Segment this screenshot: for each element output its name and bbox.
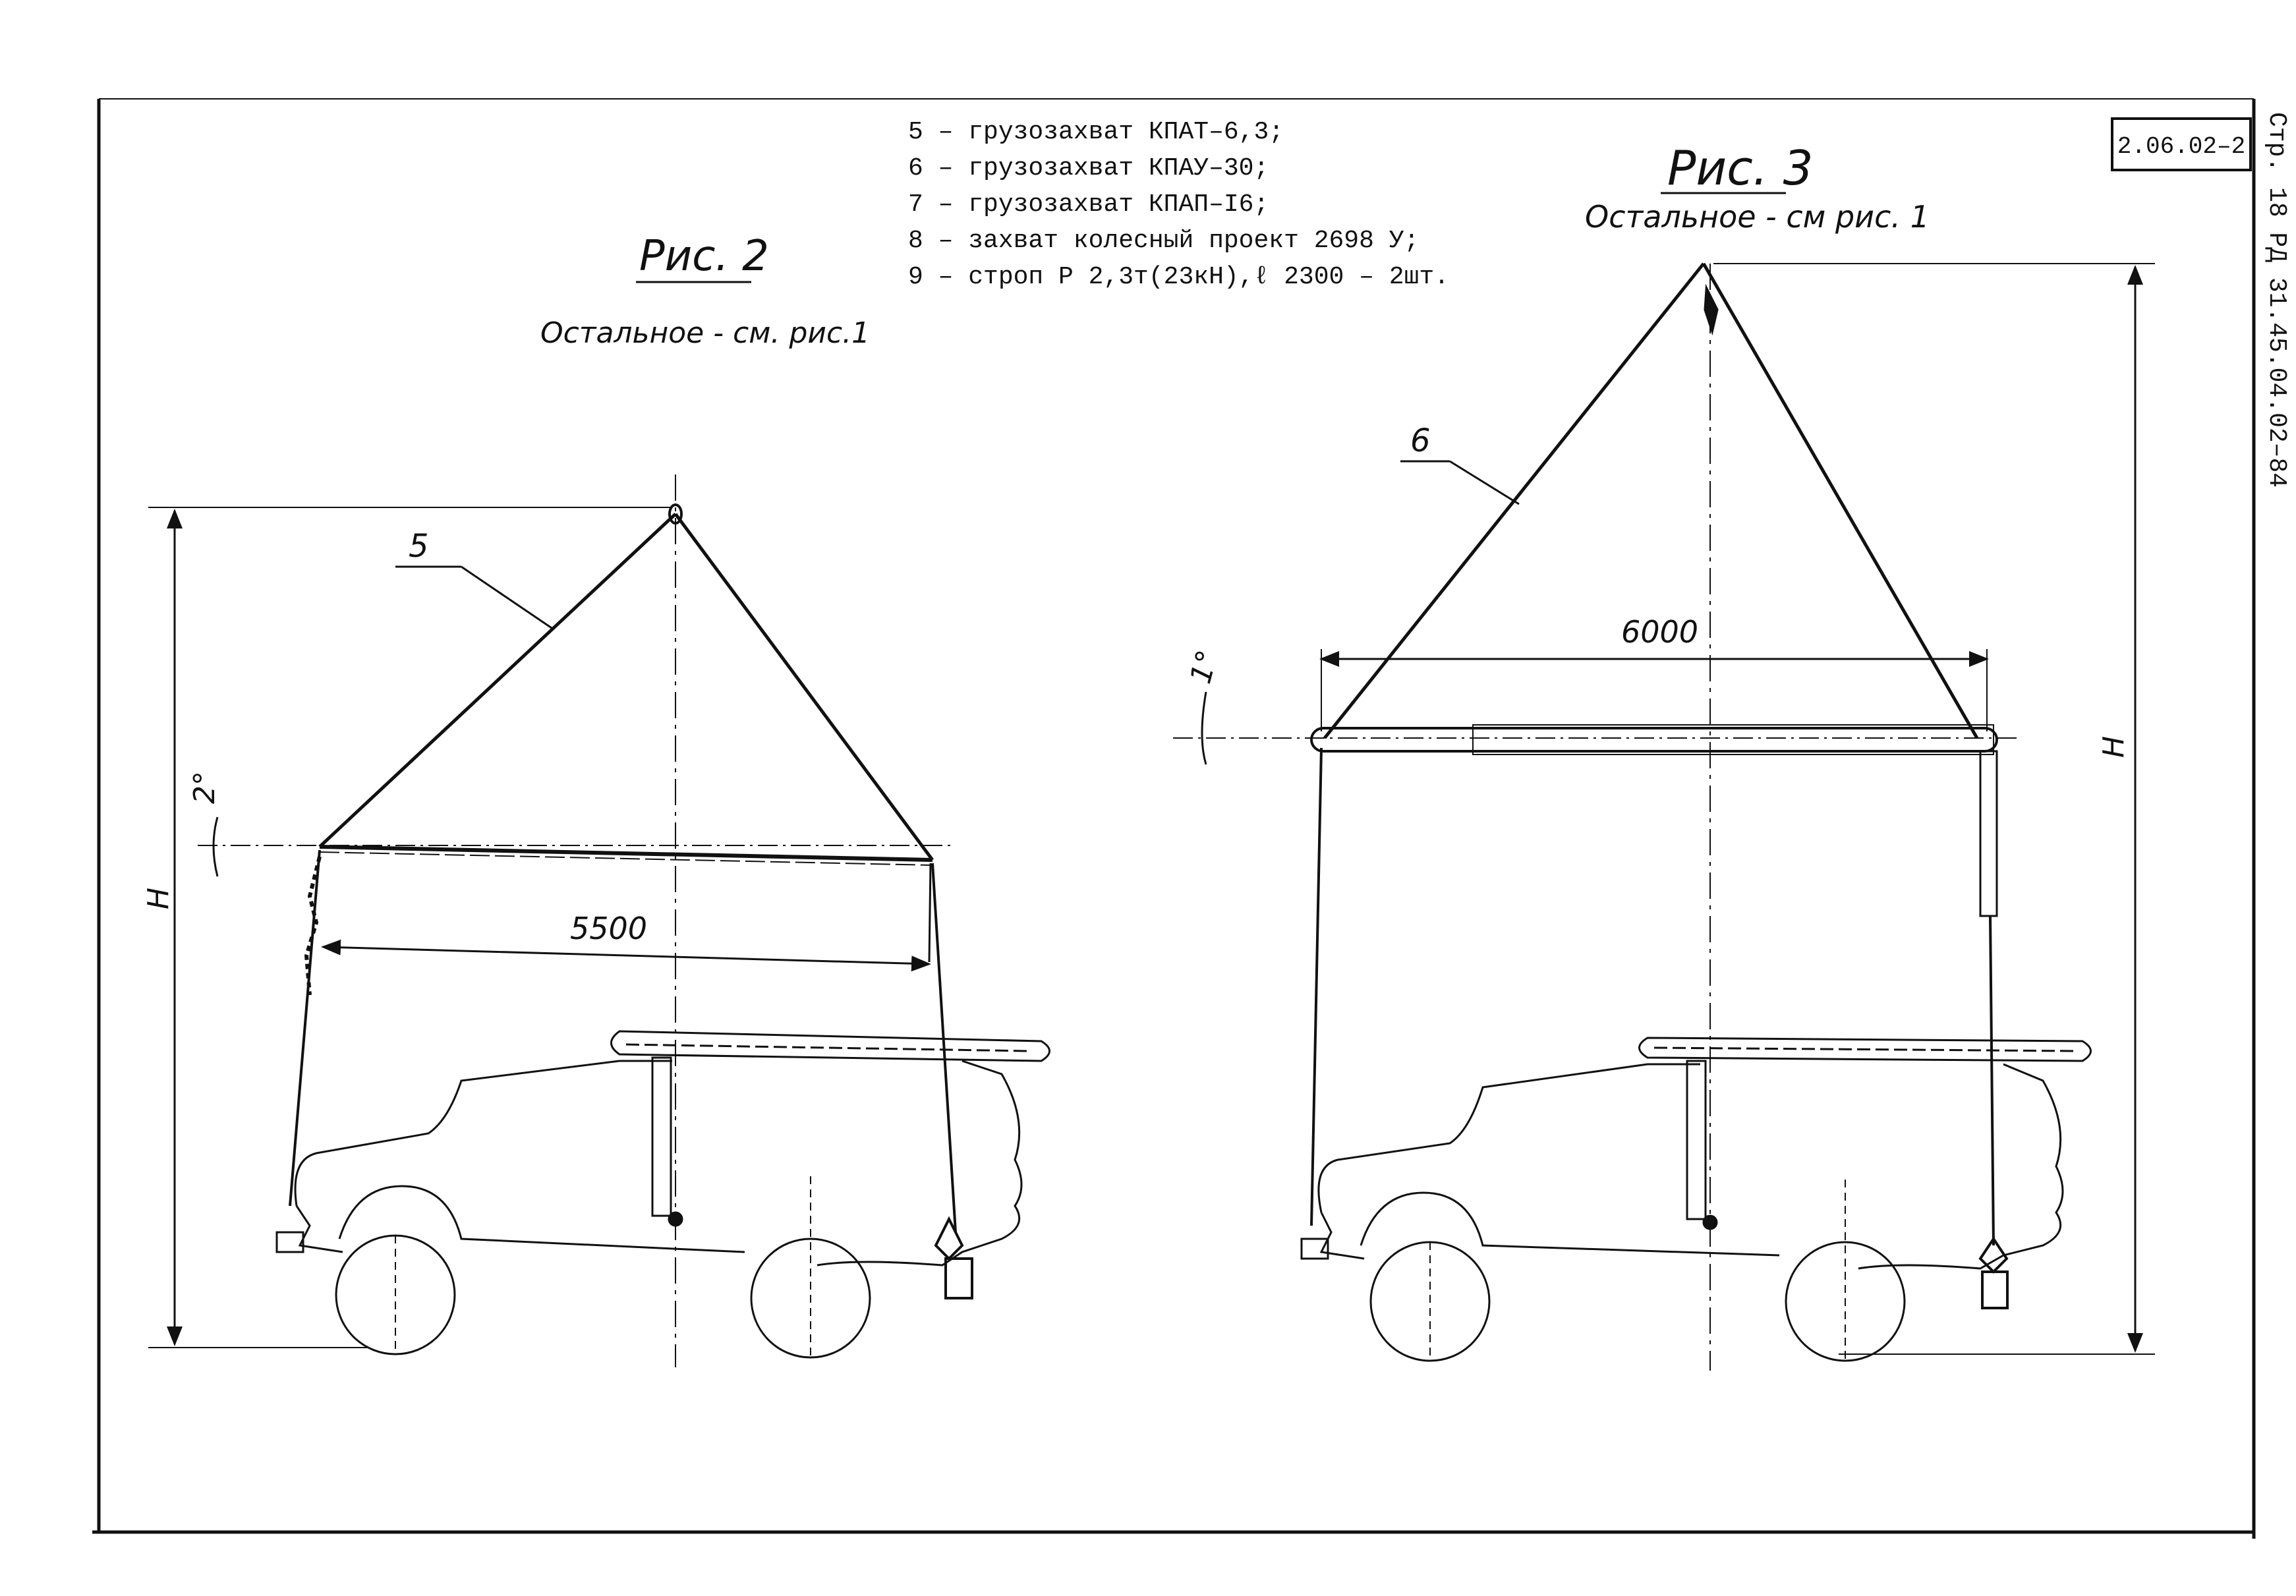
legend-item-6: 6 – грузозахват КПАУ–30; [908,154,1269,183]
fig3-sling-label: 6 [1410,422,1431,459]
fig3-dimension-value: 6000 [1621,614,1699,650]
fig2-dimension-line [323,947,929,964]
fig3-spreader-beam [1311,725,1997,755]
legend-item-9: 9 – строп Р 2,3т(23кН),ℓ 2300 – 2шт. [908,263,1449,291]
fig2-subtitle: Остальное - см. рис.1 [540,316,871,350]
fig3-title: Рис. 3 [1667,140,1814,196]
fig2-vehicle [277,1031,1050,1357]
fig3-sling [1325,264,1977,738]
fig2-dimension-value: 5500 [570,911,648,946]
figure-2 [142,232,1050,1367]
fig3-hook [1980,1239,2007,1308]
figure-3 [1173,140,2155,1371]
stamp-box [2112,119,2251,170]
fig2-height-label: H [142,887,175,909]
fig3-angle: 1° [1184,646,1225,687]
legend [908,118,1449,291]
fig2-sling-label: 5 [409,528,429,565]
fig3-height-label: H [2097,735,2131,758]
fig2-angle: 2° [188,771,221,804]
side-text: Стр. 18 РД 31.45.04.02–84 [2262,112,2291,488]
legend-item-5: 5 – грузозахват КПАТ–6,3; [908,118,1284,146]
legend-item-7: 7 – грузозахват КПАП–I6; [908,190,1269,219]
fig3-dimension-line [1321,649,1987,731]
legend-item-8: 8 – захват колесный проект 2698 У; [908,227,1420,255]
fig2-hangers [290,850,956,1232]
fig3-height-dimension [1713,264,2155,1354]
fig2-title: Рис. 2 [639,232,769,281]
fig3-subtitle: Остальное - см рис. 1 [1585,199,1930,235]
fig2-spreader-beam [320,847,933,865]
drawing-frame [92,99,2254,1539]
fig3-hangers [1311,748,1997,1245]
fig3-vehicle [1302,1038,2091,1361]
stamp-code: 2.06.02–2 [2117,133,2246,160]
